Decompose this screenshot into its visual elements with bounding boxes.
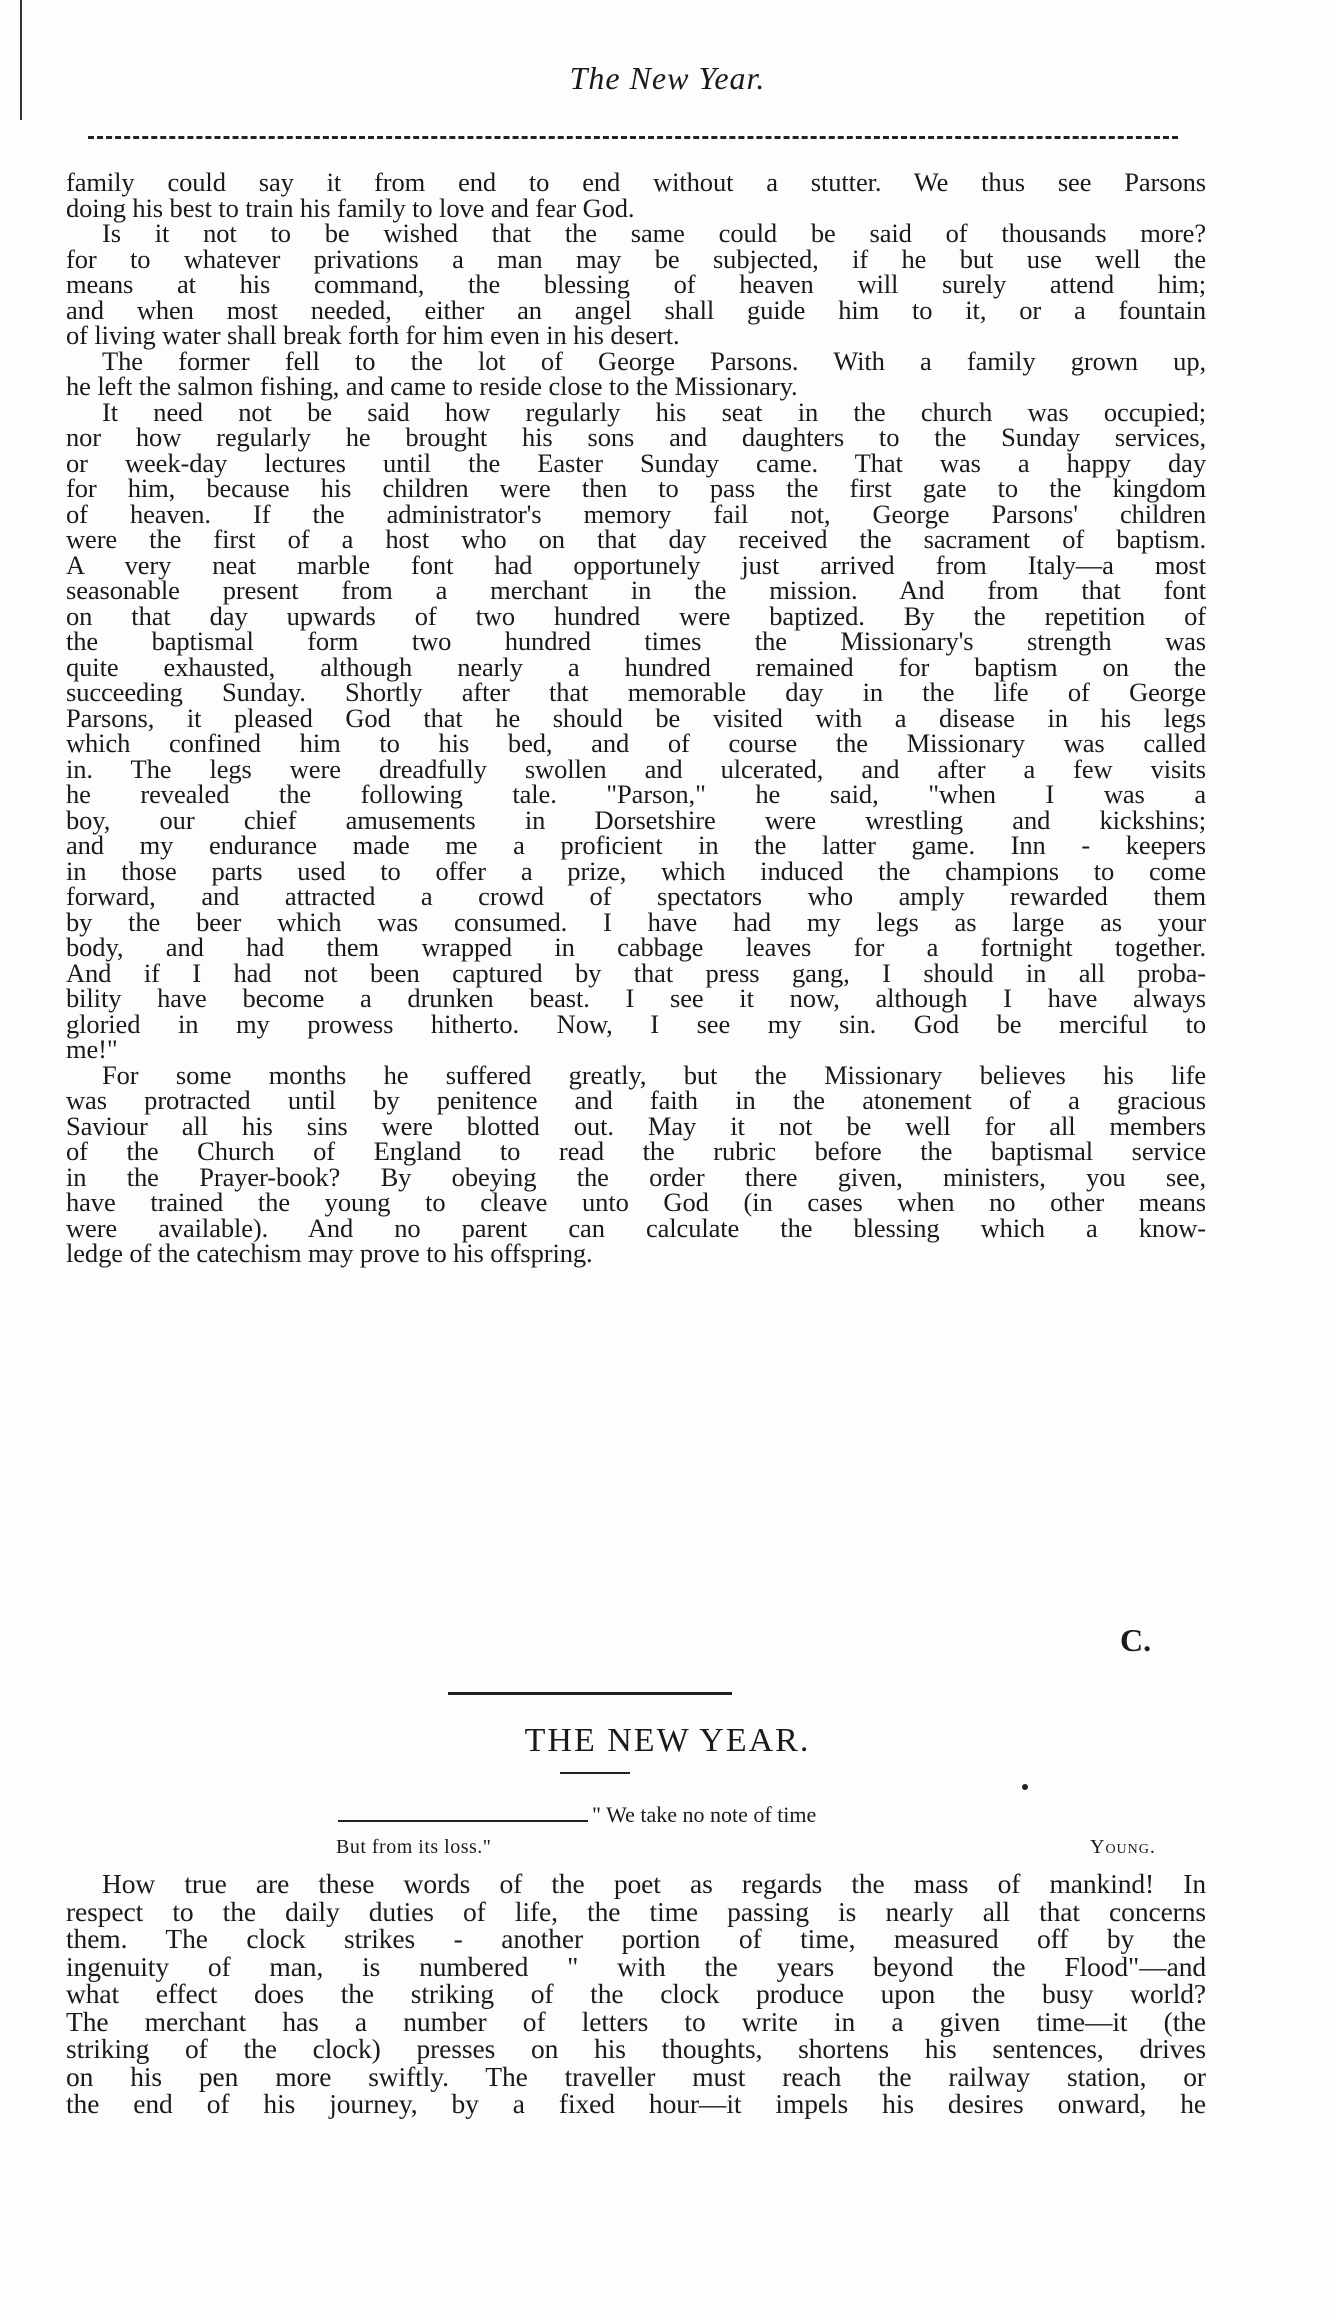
text-line: How true are these words of the poet as regards the mass of mankind! In: [102, 1868, 1206, 1899]
text-line: means at his command, the blessing of heaven will surely attend him;: [66, 269, 1206, 299]
text-line: Saviour all his sins were blotted out. May it not be well for all members: [66, 1110, 1206, 1141]
text-line: in the Prayer-book? By obeying the order there given, ministers, you see,: [66, 1161, 1206, 1192]
text-line: were available). And no parent can calculate the blessing which a know-: [66, 1212, 1206, 1243]
text-line: by the beer which was consumed. I have had my legs as large as your: [66, 906, 1206, 937]
text-line: gloried in my prowess hitherto. Now, I see my sin. God be merciful to: [66, 1008, 1206, 1039]
text-line: quite exhausted, although nearly a hundred remained for baptism on the: [66, 651, 1206, 682]
text-line: respect to the daily duties of life, the time passing is nearly all that concerns: [66, 1895, 1206, 1927]
text-line: boy, our chief amusements in Dorsetshire were wrestling and kickshins;: [66, 804, 1206, 835]
article-body: [66, 167, 1206, 1268]
text-line: Parsons, it pleased God that he should be visited with a disease in his legs: [66, 702, 1206, 733]
text-line: For some months he suffered greatly, but the Missionary believes his life: [102, 1059, 1206, 1090]
section-divider: [448, 1692, 732, 1695]
text-line: and when most needed, either an angel shall guide him to it, or a fountain: [66, 294, 1206, 325]
text-line: bility have become a drunken beast. I see it now, although I have always: [66, 983, 1206, 1013]
text-line: nor how regularly he brought his sons and daughters to the Sunday services,: [66, 422, 1206, 452]
text-line: and my endurance made me a proficient in the latter game. Inn - keepers: [66, 830, 1206, 860]
text-line: body, and had them wrapped in cabbage leaves for a fortnight together.: [66, 932, 1206, 962]
text-line: them. The clock strikes - another portion of time, measured off by the: [66, 1923, 1206, 1954]
text-line: seasonable present from a merchant in the mission. And from that font: [66, 575, 1206, 605]
text-line: or week-day lectures until the Easter Sunday came. That was a happy day: [66, 447, 1206, 478]
text-line: of heaven. If the administrator's memory fail not, George Parsons' children: [66, 498, 1206, 529]
ink-dot: [1022, 1784, 1028, 1790]
epigraph-line: But from its loss.": [336, 1836, 492, 1858]
text-line: ledge of the catechism may prove to his offspring.: [66, 1238, 593, 1268]
text-line: forward, and attracted a crowd of spectators who amply rewarded them: [66, 881, 1206, 911]
text-line: And if I had not been captured by that press gang, I should in all proba-: [66, 957, 1206, 988]
text-line: striking of the clock) presses on his thoughts, shortens his sentences, drives: [66, 2033, 1206, 2064]
section-title: THE NEW YEAR.: [524, 1722, 811, 1759]
text-line: he left the salmon fishing, and came to reside close to the Missionary.: [66, 371, 798, 401]
text-line: A very neat marble font had opportunely just arrived from Italy—a most: [66, 549, 1206, 580]
text-line: was protracted until by penitence and faith in the atonement of a gracious: [66, 1085, 1206, 1115]
text-line: The merchant has a number of letters to write in a given time—it (the: [66, 2005, 1206, 2037]
text-line: the end of his journey, by a fixed hour—it impels his desires onward, he: [66, 2088, 1206, 2119]
text-line: The former fell to the lot of George Parsons. With a family grown up,: [102, 345, 1206, 376]
author-signature: C.: [1120, 1622, 1152, 1658]
text-line: which confined him to his bed, and of course the Missionary was called: [66, 728, 1206, 758]
text-line: the baptismal form two hundred times the Missionary's strength was: [66, 626, 1206, 656]
text-line: of the Church of England to read the rubric before the baptismal service: [66, 1136, 1206, 1166]
text-line: have trained the young to cleave unto God (in cases when no other means: [66, 1187, 1206, 1217]
text-line: were the first of a host who on that day received the sacrament of baptism.: [66, 524, 1206, 554]
epigraph-rule: [338, 1820, 588, 1822]
text-line: ingenuity of man, is numbered " with the years beyond the Flood"—and: [66, 1950, 1206, 1982]
text-line: It need not be said how regularly his seat in the church was occupied;: [102, 396, 1206, 427]
text-line: for him, because his children were then to pass the first gate to the kingdom: [66, 473, 1206, 503]
text-line: for to whatever privations a man may be subjected, if he but use well the: [66, 243, 1206, 274]
article-body: [66, 1870, 1206, 2118]
text-line: on that day upwards of two hundred were baptized. By the repetition of: [66, 600, 1206, 631]
epigraph-author: Young.: [1090, 1836, 1156, 1858]
text-line: in those parts used to offer a prize, which induced the champions to come: [66, 855, 1206, 886]
text-line: me!": [66, 1034, 118, 1064]
title-underline: [560, 1772, 630, 1774]
text-line: in. The legs were dreadfully swollen and ulcerated, and after a few visits: [66, 753, 1206, 784]
running-head: The New Year.: [569, 60, 766, 96]
text-line: family could say it from end to end without a stutter. We thus see Parsons: [66, 167, 1206, 197]
text-line: of living water shall break forth for him even in his desert.: [66, 320, 680, 350]
header-rule: [88, 136, 1178, 139]
text-line: what effect does the striking of the clock produce upon the busy world?: [66, 1978, 1206, 2009]
text-line: Is it not to be wished that the same could be said of thousands more?: [102, 218, 1206, 248]
text-line: doing his best to train his family to love and fear God.: [66, 192, 635, 223]
text-line: he revealed the following tale. "Parson," he said, "when I was a: [66, 779, 1206, 809]
epigraph-line: " We take no note of time: [592, 1802, 817, 1827]
text-line: on his pen more swiftly. The traveller must reach the railway station, or: [66, 2060, 1206, 2092]
text-line: succeeding Sunday. Shortly after that memorable day in the life of George: [66, 677, 1206, 707]
